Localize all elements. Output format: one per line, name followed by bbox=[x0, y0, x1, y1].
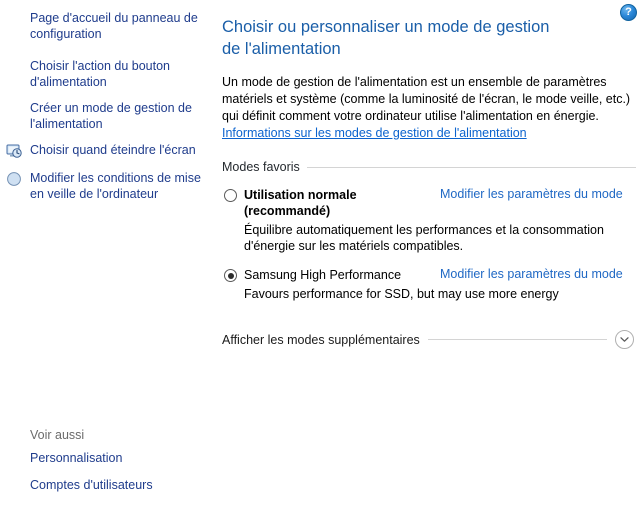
see-also-title: Voir aussi bbox=[30, 428, 85, 442]
question-mark-icon: ? bbox=[625, 6, 632, 18]
main-content bbox=[220, 0, 642, 509]
header-rule bbox=[307, 167, 636, 168]
plan-row bbox=[244, 267, 636, 283]
show-additional-plans-label[interactable]: Afficher les modes supplémentaires bbox=[222, 332, 420, 347]
plan-samsung-high-performance bbox=[222, 267, 636, 302]
sidebar-item-label: Modifier les conditions de mise en veille de l'ordinateur bbox=[30, 171, 201, 201]
intro-paragraph bbox=[222, 74, 634, 142]
sidebar-item-label: Choisir l'action du bouton d'alimentation bbox=[30, 59, 170, 89]
sidebar-item-create-power-plan[interactable] bbox=[0, 100, 212, 132]
sidebar-links bbox=[0, 10, 212, 212]
monitor-clock-icon bbox=[6, 143, 22, 159]
favorite-plans-header bbox=[222, 160, 636, 174]
sidebar-item-turn-off-display[interactable] bbox=[0, 142, 212, 160]
sidebar-item-control-panel-home[interactable] bbox=[0, 10, 212, 42]
plan-description-samsung-high-performance: Favours performance for SSD, but may use more energy bbox=[244, 287, 559, 301]
page-title: Choisir ou personnaliser un mode de gestion de l'alimentation bbox=[222, 18, 550, 58]
plan-radio-samsung-high-performance[interactable] bbox=[224, 269, 237, 282]
sidebar-item-label: Choisir quand éteindre l'écran bbox=[30, 143, 196, 157]
sidebar-item-label: Créer un mode de gestion de l'alimentation bbox=[30, 101, 192, 131]
plan-balanced bbox=[222, 187, 636, 254]
plan-description-balanced: Équilibre automatiquement les performances et la consommation d'énergie sur les matériels compatibles. bbox=[244, 223, 604, 253]
sleep-moon-icon bbox=[6, 171, 22, 187]
plan-row bbox=[244, 187, 636, 219]
see-also-section bbox=[0, 428, 212, 504]
sidebar-item-power-button-action[interactable] bbox=[0, 58, 212, 90]
sidebar-item-change-sleep-settings[interactable] bbox=[0, 170, 212, 202]
see-also-item-label: Personnalisation bbox=[30, 451, 123, 465]
show-additional-plans-expander[interactable] bbox=[222, 330, 634, 349]
plan-name-balanced[interactable]: Utilisation normale (recommandé) bbox=[244, 188, 357, 218]
intro-text: Un mode de gestion de l'alimentation est un ensemble de paramètres matériels et système (comme la luminosité de l'écran, le mode veille, etc.) qui définit comment votre ordinateur utilise l'alimentation en énergie. bbox=[222, 75, 631, 123]
sidebar bbox=[0, 0, 212, 509]
favorite-plans-group bbox=[222, 160, 636, 302]
see-also-item-user-accounts[interactable] bbox=[0, 477, 212, 495]
expander-rule bbox=[428, 339, 607, 340]
see-also-item-personalization[interactable] bbox=[0, 450, 212, 468]
plan-name-samsung-high-performance[interactable]: Samsung High Performance bbox=[244, 268, 402, 282]
see-also-item-label: Comptes d'utilisateurs bbox=[30, 478, 153, 492]
sidebar-item-label: Page d'accueil du panneau de configuration bbox=[30, 11, 198, 41]
power-plans-info-link[interactable]: Informations sur les modes de gestion de l'alimentation bbox=[222, 126, 527, 140]
favorite-plans-title: Modes favoris bbox=[222, 160, 300, 174]
chevron-down-icon[interactable] bbox=[615, 330, 634, 349]
plan-radio-balanced[interactable] bbox=[224, 189, 237, 202]
change-plan-settings-link-balanced[interactable]: Modifier les paramètres du mode bbox=[440, 187, 623, 201]
change-plan-settings-link-samsung[interactable]: Modifier les paramètres du mode bbox=[440, 267, 623, 281]
